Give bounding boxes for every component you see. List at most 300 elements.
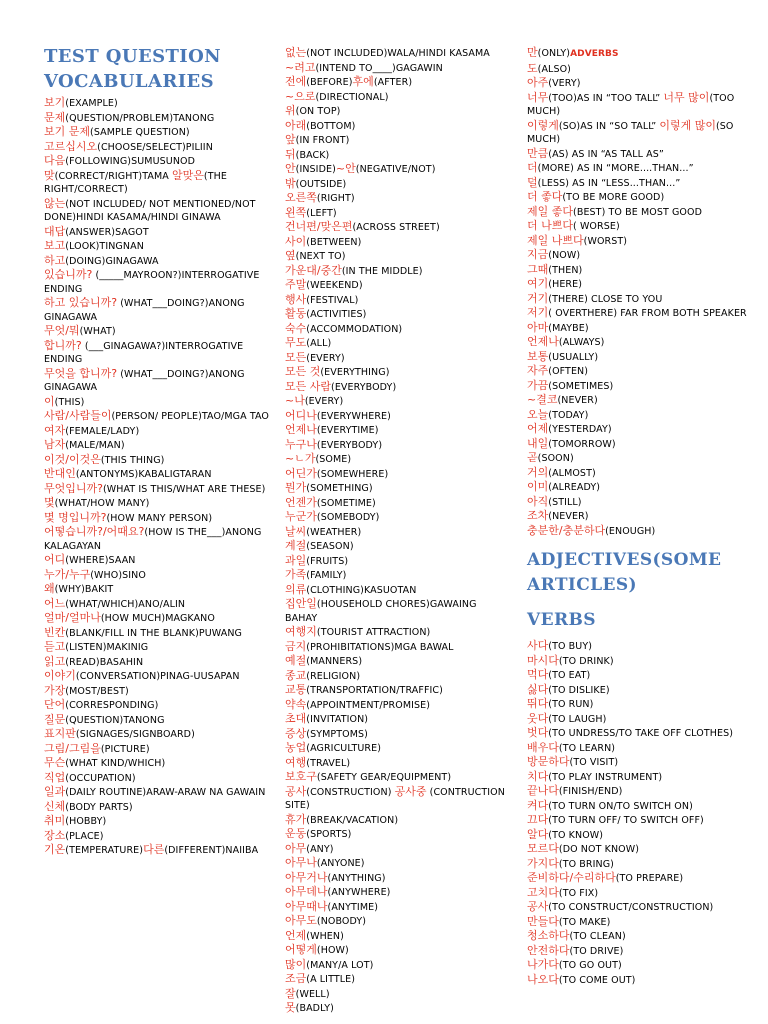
vocab-entry (527, 263, 757, 278)
korean-term: 읽고 (44, 654, 66, 668)
vocab-entry (44, 482, 272, 497)
korean-term: 직업 (44, 770, 66, 784)
english-gloss: (WHO)SINO (90, 569, 146, 581)
vocab-entry (527, 784, 757, 799)
vocab-entry (285, 148, 507, 163)
english-gloss: (TO DISLIKE) (548, 684, 610, 696)
vocab-entry (527, 495, 757, 510)
vocab-entry (285, 409, 507, 424)
english-gloss: (INSIDE) (295, 164, 336, 175)
korean-term: 아주 (527, 76, 549, 89)
english-gloss: (READ)BASAHIN (65, 656, 144, 668)
korean-term: 모든 사람 (285, 379, 332, 393)
vocab-entry (285, 481, 507, 496)
english-gloss: (CONSTRUCTION) (306, 786, 395, 798)
vocab-entry (527, 277, 757, 292)
korean-term: 약속 (285, 697, 307, 711)
english-gloss: (LESS) AS IN “LESS...THAN...” (537, 177, 681, 189)
english-gloss: (TO EAT) (548, 670, 591, 681)
english-gloss: (NOT INCLUDED/ NOT MENTIONED/NOT DONE)HINDI KASAMA/HINDI GINAWA (44, 198, 256, 223)
english-gloss: (ACCOMMODATION) (306, 323, 403, 335)
vocab-entry (527, 668, 757, 683)
vocab-entry (527, 62, 757, 77)
vocab-entry (285, 712, 507, 727)
vocab-entry (44, 655, 272, 670)
korean-term: 더 (527, 161, 538, 174)
vocab-entry (527, 480, 757, 495)
korean-term: 얼마/얼마나 (44, 611, 101, 624)
vocab-entry (44, 424, 272, 439)
english-gloss: (EVERYBODY) (316, 439, 383, 451)
vocab-entry (527, 973, 757, 988)
english-gloss: (WHAT___DOING?)ANONG GINAGAWA (44, 298, 245, 323)
korean-term: 먹다 (527, 668, 549, 681)
korean-term: 여자 (44, 423, 66, 437)
korean-term: 기온 (44, 843, 66, 856)
korean-term: 활동 (285, 307, 307, 320)
english-gloss: (MORE) AS IN “MORE....THAN...” (537, 163, 694, 174)
english-gloss: (SOME) (315, 454, 352, 465)
korean-term: 취미 (44, 814, 66, 827)
vocab-entry (285, 525, 507, 540)
english-gloss: (PERSON/ PEOPLE)TAO/MGA TAO (111, 411, 270, 422)
vocab-entry (44, 698, 272, 713)
english-gloss: (A LITTLE) (306, 974, 356, 985)
vocab-entry (527, 524, 757, 539)
vocab-entry (285, 104, 507, 119)
korean-term: 밖 (285, 176, 296, 190)
english-gloss: (TO MAKE) (558, 916, 611, 928)
english-gloss: (BADLY) (295, 1003, 334, 1014)
vocab-entry (285, 741, 507, 756)
vocab-entry (527, 886, 757, 901)
korean-term: 가끔 (527, 378, 549, 392)
korean-term: 교통 (285, 683, 307, 696)
english-gloss: (HOW IS THE___)ANONG KALAGAYAN (44, 527, 262, 552)
vocab-entry (285, 842, 507, 857)
english-gloss: (WHAT/WHICH)ANO/ALIN (65, 598, 186, 610)
vocab-entry (285, 756, 507, 771)
english-gloss: (EVERY) (304, 396, 344, 407)
korean-term: 보호구 (285, 770, 317, 783)
english-gloss: (FRUITS) (306, 555, 349, 567)
korean-term: 합니까? (44, 338, 82, 352)
vocab-entry (44, 843, 272, 858)
english-gloss: (WHAT KIND/WHICH) (65, 758, 166, 769)
vocab-entry (44, 169, 272, 197)
korean-term: 위 (285, 104, 296, 117)
english-gloss: (BODY PARTS) (65, 801, 133, 813)
english-gloss: (DAILY ROUTINE)ARAW-ARAW NA GAWAIN (65, 787, 266, 798)
korean-term: 이렇게 많이 (659, 118, 716, 132)
section-heading-verbs: VERBS (527, 610, 596, 630)
english-gloss: (SOMETIMES) (548, 380, 614, 392)
english-gloss: (CORRESPONDING) (65, 700, 159, 711)
korean-term: 많이 (285, 957, 307, 971)
korean-term: 장소 (44, 828, 66, 842)
vocab-entry (527, 190, 757, 205)
korean-term: 더 좋다 (527, 190, 563, 203)
vocab-entry (527, 379, 757, 394)
vocab-entry (527, 234, 757, 249)
english-gloss: (BETWEEN) (306, 236, 362, 248)
english-gloss: (ALMOST) (548, 467, 596, 479)
korean-term: 알다 (527, 827, 549, 841)
english-gloss: (SOMEBODY) (316, 512, 380, 523)
korean-term: 배우다 (527, 740, 559, 754)
korean-term: 맞 (44, 168, 55, 182)
korean-term: 전에 (285, 75, 307, 88)
korean-term: 무도 (285, 336, 307, 349)
korean-term: 가족 (285, 568, 307, 581)
english-gloss: (BEST) TO BE MOST GOOD (573, 206, 702, 218)
vocab-entry (527, 408, 757, 423)
korean-term: 공사 (527, 900, 549, 913)
english-gloss: (CLOTHING)KASUOTAN (306, 584, 417, 596)
vocab-entry (285, 987, 507, 1002)
korean-term: 신체 (44, 799, 66, 813)
vocab-entry (285, 827, 507, 842)
vocab-entry (285, 249, 507, 264)
english-gloss: (TO BRING) (558, 858, 614, 870)
english-gloss: (NOW) (548, 250, 581, 261)
english-gloss: (TO LEARN) (558, 742, 616, 754)
vocab-entry (527, 828, 757, 843)
korean-term: 무엇입니까? (44, 481, 103, 495)
english-gloss: (HOW MUCH)MAGKANO (100, 613, 215, 624)
english-gloss: (TO KNOW) (548, 829, 604, 841)
korean-term: 어느 (44, 596, 66, 610)
vocab-entry (285, 162, 507, 177)
english-gloss: (TEMPERATURE) (65, 845, 144, 856)
korean-term: 아직 (527, 494, 549, 508)
english-gloss: (BLANK/FILL IN THE BLANK)PUWANG (65, 627, 242, 639)
english-gloss: (EVERYWHERE) (316, 410, 391, 422)
korean-term: 내일 (527, 436, 549, 450)
korean-term: 표지판 (44, 727, 76, 740)
korean-term: 청소하다 (527, 929, 570, 942)
english-gloss: (RELIGION) (306, 670, 361, 682)
vocab-entry (44, 324, 272, 339)
vocab-entry (527, 915, 757, 930)
korean-term: 보기 문제 (44, 125, 91, 138)
korean-term: 자주 (527, 364, 549, 377)
vocab-entry (527, 147, 757, 162)
korean-term: 뛰다 (527, 697, 549, 710)
korean-term: 반대인 (44, 467, 76, 480)
english-gloss: (PLACE) (65, 830, 104, 842)
english-gloss: (ONLY) (537, 48, 571, 59)
english-gloss: (TO DRIVE) (569, 945, 624, 957)
korean-term: 몇 명입니까? (44, 510, 107, 524)
english-gloss: (TO GO OUT) (558, 960, 622, 971)
korean-term: 언제나 (527, 335, 559, 348)
vocab-entry (285, 900, 507, 915)
vocab-entry (44, 511, 272, 526)
vocab-entry (527, 509, 757, 524)
korean-term: 보기 (44, 96, 66, 109)
english-gloss: (EVERYTHING) (320, 367, 390, 378)
korean-term: 아무 (285, 841, 307, 855)
vocab-entry (285, 336, 507, 351)
vocab-entry (285, 856, 507, 871)
vocab-entry (285, 770, 507, 785)
korean-term: ~으로 (285, 89, 316, 103)
vocab-entry (527, 639, 757, 654)
vocab-entry (44, 367, 272, 395)
korean-term: 만큼 (527, 146, 549, 160)
vocab-entry (285, 322, 507, 337)
vocab-entry (527, 451, 757, 466)
korean-term: 언젠가 (285, 495, 317, 509)
korean-term: 가지다 (527, 856, 559, 870)
korean-term: 너무 많이 (663, 90, 710, 104)
vocab-entry (527, 437, 757, 452)
english-gloss: (IN FRONT) (295, 135, 350, 146)
vocab-entry (527, 321, 757, 336)
korean-term: 아무데나 (285, 885, 328, 898)
english-gloss: (TOO MUCH) (527, 92, 735, 117)
vocab-entry (44, 125, 272, 140)
english-gloss: (TRANSPORTATION/TRAFFIC) (306, 685, 443, 696)
korean-term: 앞 (285, 133, 296, 146)
vocab-entry (285, 972, 507, 987)
vocab-entry (527, 91, 757, 119)
english-gloss: (WHAT/HOW MANY) (54, 498, 150, 509)
korean-term: 공사중 (394, 784, 427, 798)
vocab-entry (285, 61, 507, 76)
korean-term: 어제 (527, 422, 549, 435)
column-right (527, 46, 757, 987)
vocab-entry (285, 177, 507, 192)
vocab-entry (44, 496, 272, 511)
korean-term: 준비하다/수리하다 (527, 871, 616, 884)
english-gloss: (TO VISIT) (569, 757, 619, 768)
english-gloss: (HOBBY) (65, 816, 107, 827)
korean-term: 아무때나 (285, 899, 328, 913)
english-gloss: (FINISH/END) (558, 786, 623, 797)
korean-term: 빈칸 (44, 625, 66, 639)
vocab-entry (44, 829, 272, 844)
korean-term: 몇 (44, 496, 55, 509)
english-gloss: (TO FIX) (558, 887, 599, 899)
korean-term: ~려고 (285, 60, 316, 74)
english-gloss: (CHOOSE/SELECT)PILIIN (97, 141, 213, 153)
english-gloss: (WHEN) (306, 930, 344, 942)
korean-term: 어디나 (285, 408, 317, 422)
korean-term: 거의 (527, 465, 549, 479)
vocab-entry (527, 393, 757, 408)
korean-term: 대답 (44, 224, 66, 238)
korean-term: 그때 (527, 262, 549, 276)
korean-term: 켜다 (527, 798, 549, 812)
korean-term: 누구나 (285, 437, 317, 451)
vocab-entry (285, 90, 507, 105)
korean-term: 이야기 (44, 669, 76, 682)
korean-term: 뒤 (285, 147, 296, 161)
vocab-entry (285, 813, 507, 828)
korean-term: 이것/이것은 (44, 452, 101, 466)
vocab-entry (527, 176, 757, 191)
korean-term: 아무도 (285, 914, 317, 927)
vocab-entry (285, 293, 507, 308)
korean-term: 웃다 (527, 711, 549, 725)
vocab-entry (285, 539, 507, 554)
english-gloss: ( WORSE) (573, 221, 620, 232)
korean-term: 없는 (285, 46, 307, 59)
korean-term: 조금 (285, 972, 307, 985)
korean-term: 치다 (527, 769, 549, 783)
english-gloss: (TODAY) (548, 409, 589, 421)
korean-term: 의류 (285, 582, 307, 596)
english-gloss: (HOUSEHOLD CHORES)GAWAING BAHAY (285, 599, 477, 624)
vocab-entry (285, 583, 507, 598)
english-gloss: (ENOUGH) (605, 525, 656, 537)
korean-term: ~안 (335, 162, 356, 175)
english-gloss: (ANY) (306, 843, 334, 855)
korean-term: 거기 (527, 291, 549, 305)
vocab-entry (527, 119, 757, 147)
english-gloss: (ANTONYMS)KABALIGTARAN (75, 469, 212, 480)
english-gloss: (DIRECTIONAL) (315, 91, 389, 103)
english-gloss: (TO BE MORE GOOD) (562, 192, 665, 203)
english-gloss: (TO DRINK) (558, 655, 614, 667)
korean-term: 공사 (285, 784, 307, 798)
english-gloss: (SOMETIME) (316, 497, 376, 509)
korean-term: 건너편/맞은편 (285, 220, 353, 233)
vocab-entry (285, 554, 507, 569)
korean-term: 농업 (285, 741, 307, 754)
vocab-entry (44, 640, 272, 655)
vocab-entry (285, 235, 507, 250)
english-gloss: (BEFORE) (306, 77, 353, 88)
english-gloss: (SAFETY GEAR/EQUIPMENT) (316, 772, 452, 783)
korean-term: 종교 (285, 668, 307, 682)
english-gloss: (OCCUPATION) (65, 772, 136, 784)
korean-term: 도 (527, 61, 538, 75)
vocab-entry (44, 225, 272, 240)
vocab-entry (285, 496, 507, 511)
english-gloss: (SYMPTOMS) (306, 728, 368, 740)
korean-term: 여행 (285, 755, 307, 769)
korean-term: 제일 나쁘다 (527, 233, 584, 247)
english-gloss: (TO UNDRESS/TO TAKE OFF CLOTHES) (548, 728, 734, 739)
korean-term: 잘 (285, 986, 296, 1000)
korean-term: 숙수 (285, 321, 307, 335)
vocab-entry (285, 1001, 507, 1016)
korean-term: 모르다 (527, 842, 559, 855)
section-heading-adjectives-some-articles: ADJECTIVES(SOME ARTICLES) (527, 550, 722, 595)
english-gloss: (_____MAYROON?)INTERROGATIVE ENDING (44, 270, 260, 295)
korean-term: 나가다 (527, 958, 559, 971)
korean-term: 언제 (285, 928, 307, 942)
english-gloss: (HOW) (316, 945, 349, 956)
vocab-entry (44, 727, 272, 742)
korean-term: 누군가 (285, 510, 317, 523)
english-gloss: (EXAMPLE) (65, 98, 118, 109)
korean-term: 방문하다 (527, 755, 570, 768)
english-gloss: (ON TOP) (295, 106, 341, 117)
korean-term: 문제 (44, 110, 66, 124)
vocab-entry (527, 857, 757, 872)
korean-term: 가장 (44, 683, 66, 697)
korean-term: 어떻게 (285, 943, 317, 956)
english-gloss: (NEVER) (557, 395, 598, 406)
vocab-entry (285, 929, 507, 944)
korean-term: 다른 (143, 843, 165, 856)
english-gloss: (BREAK/VACATION) (306, 814, 399, 826)
vocab-entry (44, 800, 272, 815)
vocab-entry (285, 423, 507, 438)
korean-term: 고르십시오 (44, 139, 98, 153)
korean-term: 이 (44, 394, 55, 408)
english-gloss: ( OVERTHERE) FAR FROM BOTH SPEAKER (548, 308, 747, 319)
english-gloss: (WELL) (295, 988, 330, 1000)
english-gloss: (WEATHER) (306, 526, 362, 538)
english-gloss: (TO CONSTRUCT/CONSTRUCTION) (548, 902, 714, 913)
english-gloss: (SOMETHING) (306, 483, 373, 494)
korean-term: 하고 있습니까? (44, 296, 118, 309)
english-gloss: (ACROSS STREET) (352, 222, 440, 233)
english-gloss: (ANSWER)SAGOT (65, 226, 149, 238)
korean-term: 어디 (44, 553, 66, 566)
vocab-entry (527, 799, 757, 814)
vocab-entry (44, 611, 272, 626)
vocab-entry (285, 669, 507, 684)
english-gloss: (MANY/A LOT) (306, 959, 374, 971)
vocab-entry (527, 219, 757, 234)
english-gloss: (TO TURN OFF/ TO SWITCH OFF) (548, 815, 704, 826)
vocab-entry (44, 268, 272, 296)
english-gloss: (ACTIVITIES) (306, 309, 367, 320)
vocab-entry (285, 46, 507, 61)
english-gloss: (LISTEN)MAKINIG (65, 642, 149, 653)
vocab-entry (44, 626, 272, 641)
korean-term: 집안일 (285, 597, 317, 610)
english-gloss: (NOT INCLUDED)WALA/HINDI KASAMA (306, 48, 490, 59)
english-gloss: (NEGATIVE/NOT) (355, 164, 436, 175)
korean-term: 보고 (44, 239, 66, 252)
vocab-entry (527, 900, 757, 915)
english-gloss: (INVITATION) (306, 714, 369, 725)
english-gloss: (ALSO) (537, 63, 571, 75)
vocab-entry (44, 254, 272, 269)
english-gloss: (WHAT IS THIS/WHAT ARE THESE) (102, 483, 266, 495)
vocab-entry (44, 197, 272, 225)
english-gloss: (WHERE)SAAN (65, 555, 136, 566)
english-gloss: (___GINAGAWA?)INTERROGATIVE ENDING (44, 340, 244, 365)
korean-term: 언제나 (285, 423, 317, 436)
vocab-entry (44, 742, 272, 757)
vocab-entry (527, 205, 757, 220)
korean-term: 후에 (352, 75, 374, 88)
korean-term: 하고 (44, 253, 66, 267)
english-gloss: (TO RUN) (548, 699, 594, 710)
vocab-entry (285, 683, 507, 698)
english-gloss: (THE RIGHT/CORRECT) (44, 170, 227, 195)
vocab-entry (285, 380, 507, 395)
korean-term: 너무 (527, 90, 549, 104)
english-gloss: (ALWAYS) (558, 337, 605, 348)
vocab-entry (527, 364, 757, 379)
vocab-entry (527, 76, 757, 91)
korean-term: 만 (527, 46, 538, 59)
vocab-entry (527, 726, 757, 741)
section-heading-test-question-vocabularies: TEST QUESTION VOCABULARIES (44, 46, 222, 92)
vocab-entry (285, 597, 507, 625)
korean-term: 안 (285, 162, 296, 175)
english-gloss: (WHY)BAKIT (54, 584, 114, 595)
